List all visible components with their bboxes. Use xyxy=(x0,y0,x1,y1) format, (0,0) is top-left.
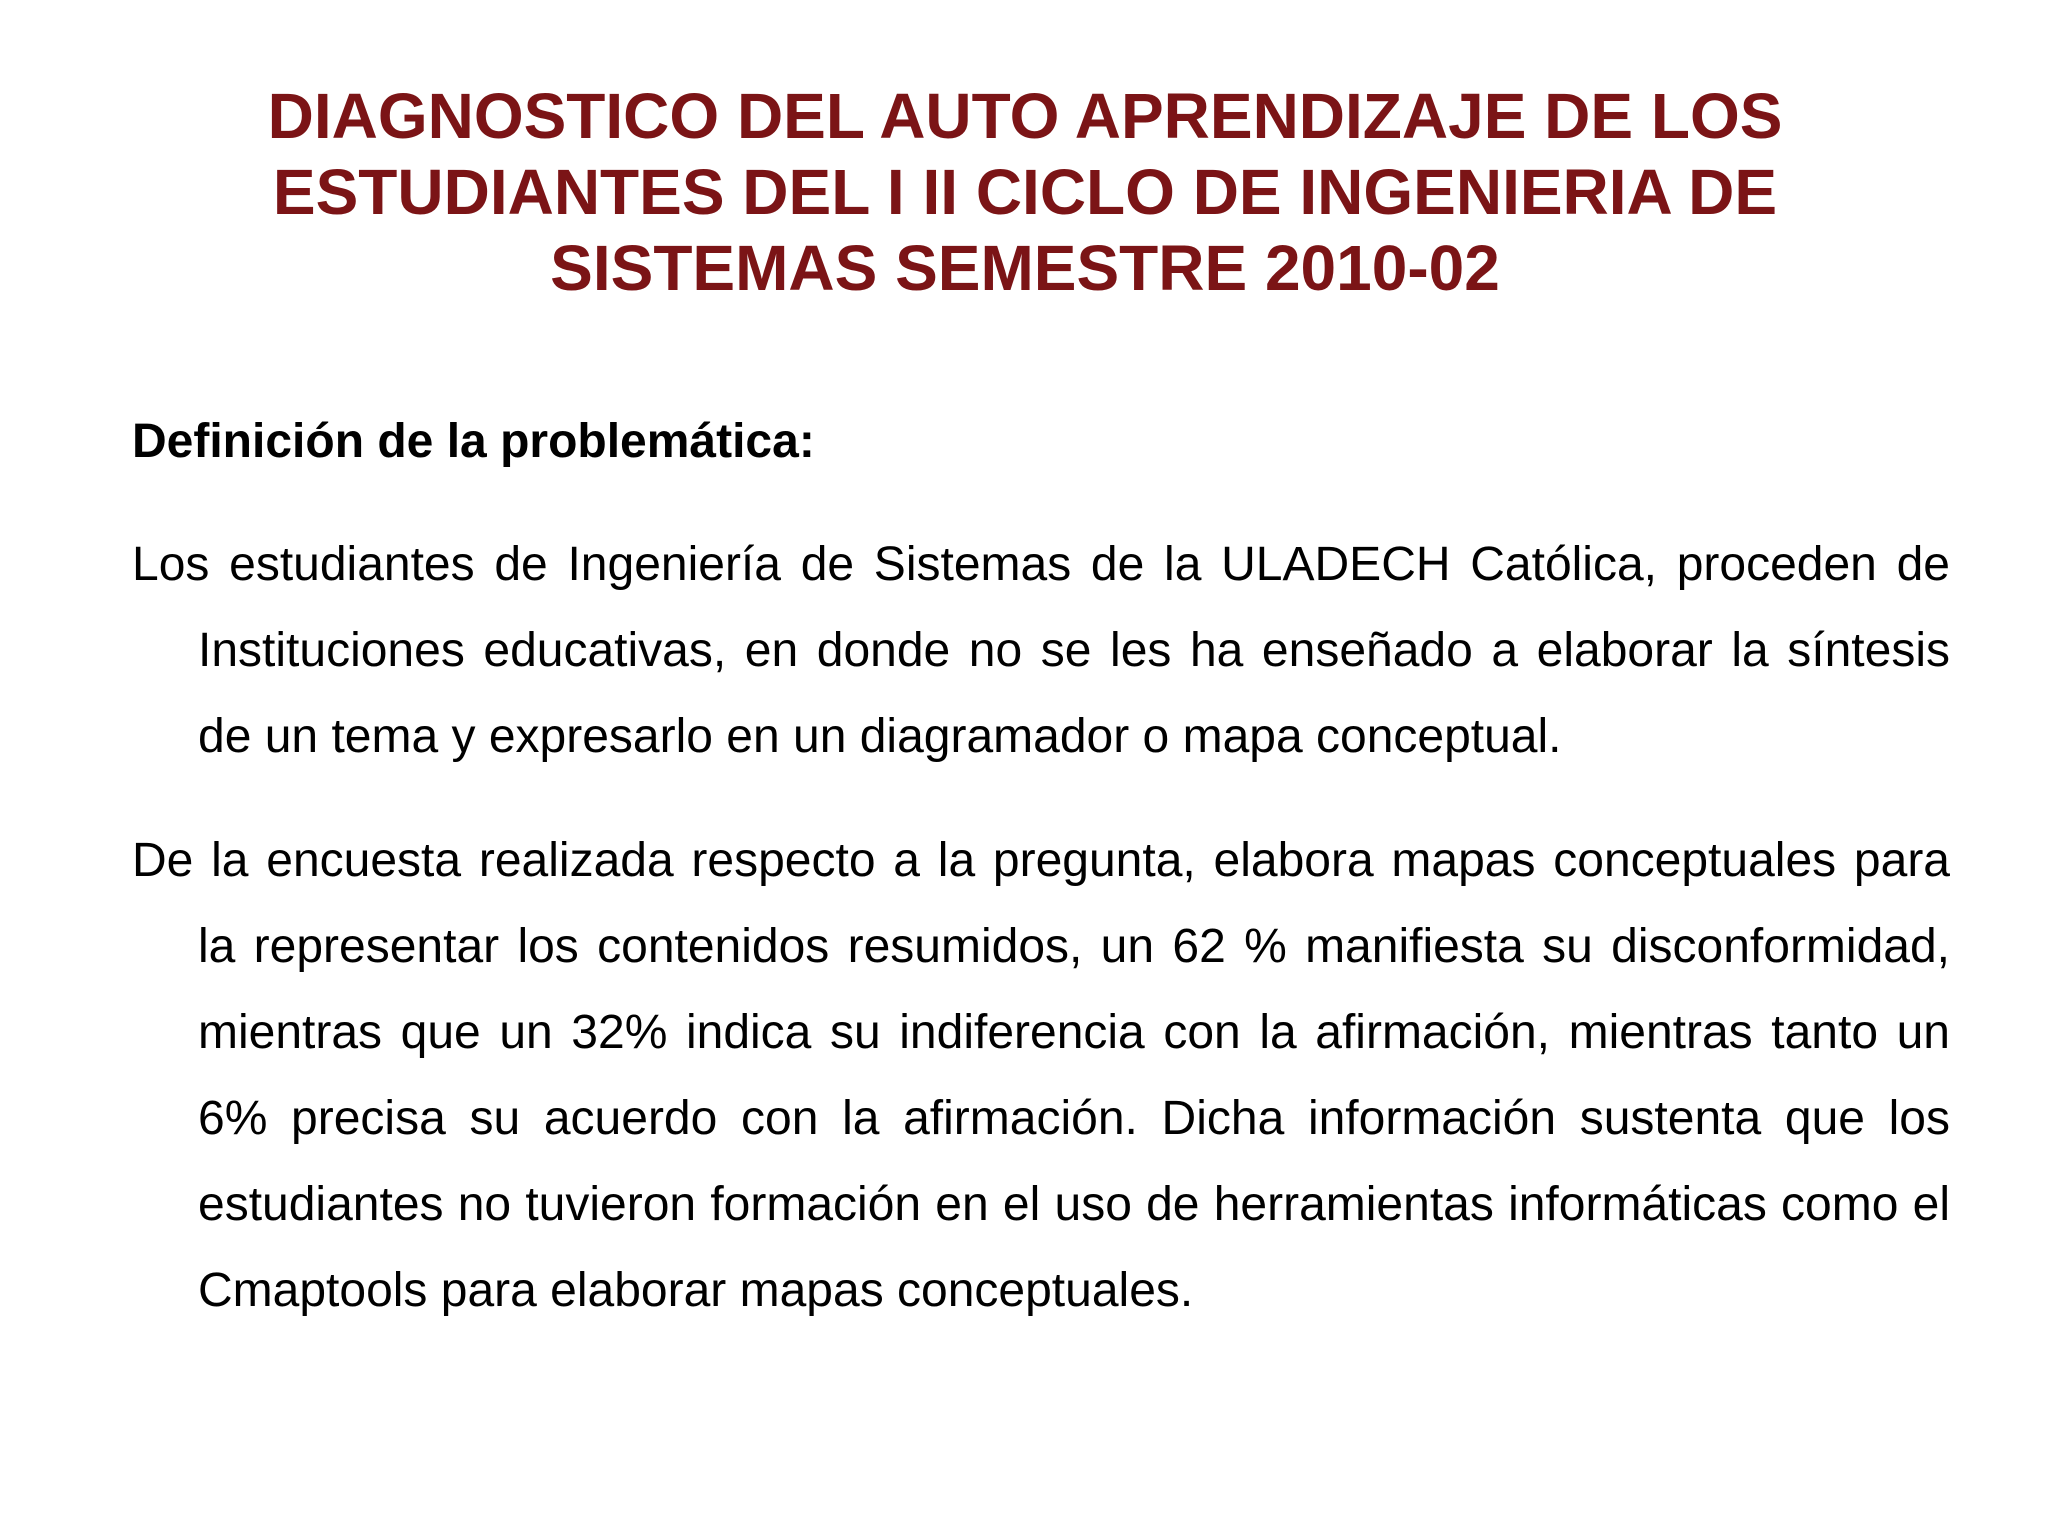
paragraph-problem-definition: Los estudiantes de Ingeniería de Sistemas de la ULADECH Católica, proceden de Instituciones educativas, en donde no se les ha enseñado a elaborar la síntesis de un tema y expresarlo en un diagramador o mapa conceptual. xyxy=(132,538,1950,763)
paragraph-survey-results: De la encuesta realizada respecto a la pregunta, elabora mapas conceptuales para la representar los contenidos resumidos, un 62 % manifiesta su disconformidad, mientras que un 32% indica su indiferencia con la afirmación, mientras tanto un 6% precisa su acuerdo con la afirmación. Dicha información sustenta que los estudiantes no tuvieron formación en el uso de herramientas informáticas como el Cmaptools para elaborar mapas conceptuales. xyxy=(132,834,1950,1317)
section-heading: Definición de la problemática: xyxy=(132,415,815,468)
slide-title: DIAGNOSTICO DEL AUTO APRENDIZAJE DE LOS ESTUDIANTES DEL I II CICLO DE INGENIERIA DE SISTEMAS SEMESTRE 2010-02 xyxy=(267,80,1783,304)
